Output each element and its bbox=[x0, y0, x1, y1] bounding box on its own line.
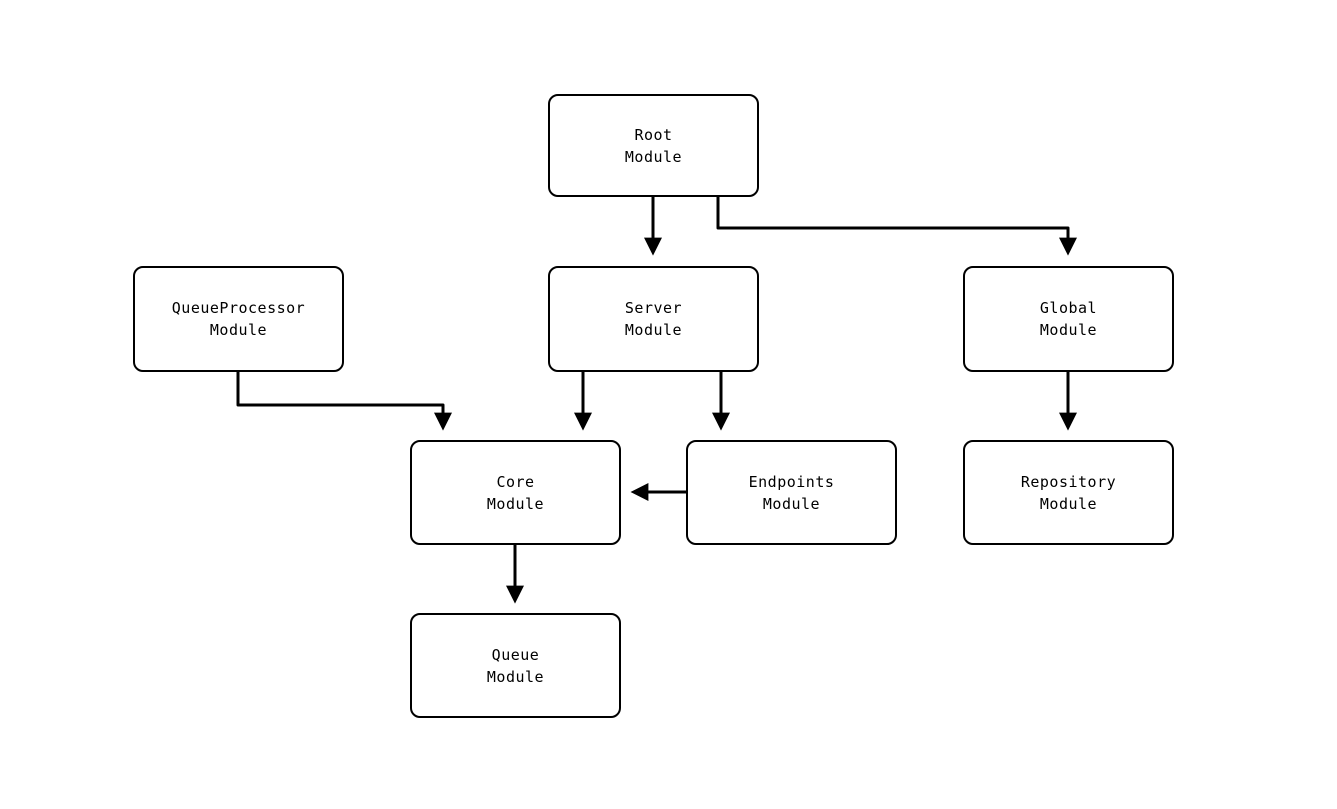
edge-root-to-global bbox=[718, 197, 1068, 252]
node-label-line2: Module bbox=[762, 494, 821, 513]
node-queueprocessor-module[interactable] bbox=[133, 266, 344, 372]
node-label-line1: Endpoints bbox=[748, 472, 835, 491]
node-core-module[interactable] bbox=[410, 440, 621, 545]
node-label-line2: Module bbox=[486, 667, 545, 686]
edge-queueprocessor-to-core bbox=[238, 372, 443, 427]
node-label-line1: Repository bbox=[1020, 472, 1117, 491]
node-queue-module[interactable] bbox=[410, 613, 621, 718]
node-global-module[interactable] bbox=[963, 266, 1174, 372]
node-endpoints-module[interactable] bbox=[686, 440, 897, 545]
node-label-line2: Module bbox=[1039, 494, 1098, 513]
node-label-line1: Core bbox=[496, 472, 535, 491]
node-label-line2: Module bbox=[486, 494, 545, 513]
node-label-line2: Module bbox=[1039, 321, 1098, 339]
node-label-line1: Root bbox=[634, 125, 673, 144]
node-server-module[interactable] bbox=[548, 266, 759, 372]
node-label-line2: Module bbox=[624, 321, 683, 339]
node-label-line1: Queue bbox=[491, 645, 540, 664]
node-label-line1: Server bbox=[624, 299, 683, 317]
node-label-line2: Module bbox=[209, 321, 268, 339]
node-label-line2: Module bbox=[624, 147, 683, 166]
node-repository-module[interactable] bbox=[963, 440, 1174, 545]
node-root-module[interactable] bbox=[548, 94, 759, 197]
node-label-line1: QueueProcessor bbox=[171, 299, 306, 317]
node-label-line1: Global bbox=[1039, 299, 1098, 317]
